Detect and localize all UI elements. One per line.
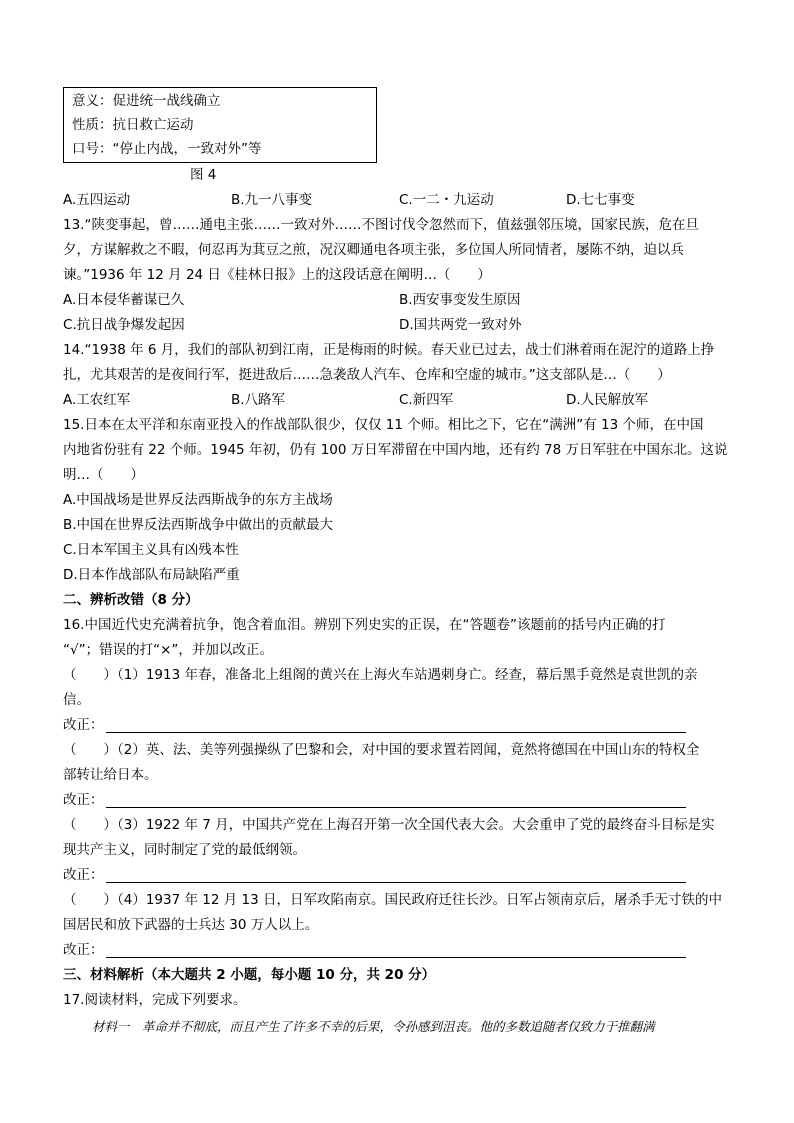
q13-option-d: D.国共两党一致对外 (399, 317, 522, 333)
q14-stem-line2: 扎，尤其艰苦的是夜间行军，挺进敌后……急袭敌人汽车、仓库和空虚的城市。”这支部队是…（ ） (63, 367, 671, 383)
q16-item2-answer-line[interactable] (106, 807, 686, 808)
q13-stem-line1: 13.“陕变事起，曾……通电主张……一致对外……不图讨伐令忽然而下，值兹强邻压境，国家民族，危在旦 (63, 217, 699, 233)
q14-stem-line1: 14.“1938 年 6 月，我们的部队初到江南，正是梅雨的时候。春天业已过去，战士们淋着雨在泥泞的道路上挣 (63, 342, 715, 358)
q12-option-d: D.七七事变 (566, 192, 635, 208)
box-line-significance: 意义：促进统一战线确立 (72, 93, 221, 109)
figure-label: 图 4 (190, 167, 217, 183)
q14-option-a: A.工农红军 (63, 392, 131, 408)
q15-stem-line2: 内地省份驻有 22 个师。1945 年初，仍有 100 万日军滞留在中国内地，还有约 78 万日军驻在中国东北。这说 (63, 442, 728, 458)
q14-option-c: C.新四军 (399, 392, 454, 408)
q15-stem-line3: 明…（ ） (63, 467, 144, 483)
q16-item3-line1: （ ）（3）1922 年 7 月，中国共产党在上海召开第一次全国代表大会。大会重申了党的最终奋斗目标是实 (63, 817, 715, 833)
q16-stem-line2: “√”；错误的打“×”，并加以改正。 (63, 642, 273, 658)
q15-option-a: A.中国战场是世界反法西斯战争的东方主战场 (63, 492, 333, 508)
q15-option-b: B.中国在世界反法西斯战争中做出的贡献最大 (63, 517, 334, 533)
q16-item1-answer-line[interactable] (106, 732, 686, 733)
q16-item4-line1: （ ）（4）1937 年 12 月 13 日，日军攻陷南京。国民政府迁往长沙。日军占领南京后，屠杀手无寸铁的中 (63, 892, 723, 908)
q13-option-a: A.日本侵华蓄谋已久 (63, 292, 185, 308)
q17-material-1: 材料一 革命并不彻底，而且产生了许多不幸的后果，令孙感到沮丧。他的多数追随者仅致力于推翻满 (92, 1019, 655, 1034)
q16-item3-line2: 现共产主义，同时制定了党的最低纲领。 (63, 842, 306, 858)
q14-option-d: D.人民解放军 (566, 392, 649, 408)
q13-option-c: C.抗日战争爆发起因 (63, 317, 185, 333)
q15-option-d: D.日本作战部队布局缺陷严重 (63, 567, 240, 583)
q16-stem-line1: 16.中国近代史充满着抗争，饱含着血泪。辨别下列史实的正误，在“答题卷”该题前的括号内正确的打 (63, 617, 666, 633)
q16-item4-fix-label: 改正： (63, 942, 104, 958)
figure-4-box (63, 87, 377, 163)
q16-item2-line1: （ ）（2）英、法、美等列强操纵了巴黎和会，对中国的要求置若罔闻，竟然将德国在中国山东的特权全 (63, 742, 700, 758)
q13-stem-line2: 夕，方谋解救之不暇，何忍再为萁豆之煎，况汉卿通电各项主张，多位国人所同情者，屡陈不纳，迫以兵 (63, 242, 684, 258)
q13-stem-line3: 谏。”1936 年 12 月 24 日《桂林日报》上的这段话意在阐明…（ ） (63, 267, 491, 283)
q14-option-b: B.八路军 (231, 392, 286, 408)
q16-item4-line2: 国居民和放下武器的士兵达 30 万人以上。 (63, 917, 319, 933)
section-3-heading: 三、材料解析（本大题共 2 小题，每小题 10 分，共 20 分） (63, 967, 436, 983)
q16-item1-fix-label: 改正： (63, 717, 104, 733)
q16-item1-line2: 信。 (63, 692, 90, 708)
box-line-nature: 性质：抗日救亡运动 (72, 117, 194, 133)
q16-item4-answer-line[interactable] (106, 957, 686, 958)
box-line-slogan: 口号：“停止内战，一致对外”等 (72, 141, 262, 157)
q12-option-b: B.九一八事变 (231, 192, 313, 208)
q16-item3-fix-label: 改正： (63, 867, 104, 883)
q15-option-c: C.日本军国主义具有凶残本性 (63, 542, 239, 558)
q12-option-a: A.五四运动 (63, 192, 131, 208)
q16-item1-line1: （ ）（1）1913 年春，准备北上组阁的黄兴在上海火车站遇刺身亡。经查，幕后黑手竟然是袁世凯的亲 (63, 667, 698, 683)
q16-item2-fix-label: 改正： (63, 792, 104, 808)
q16-item2-line2: 部转让给日本。 (63, 767, 158, 783)
q15-stem-line1: 15.日本在太平洋和东南亚投入的作战部队很少，仅仅 11 个师。相比之下，它在“满洲”有 13 个师，在中国 (63, 417, 704, 433)
q16-item3-answer-line[interactable] (106, 882, 686, 883)
q17-stem: 17.阅读材料，完成下列要求。 (63, 992, 247, 1008)
q12-option-c: C.一二・九运动 (399, 192, 494, 208)
q13-option-b: B.西安事变发生原因 (399, 292, 521, 308)
section-2-heading: 二、辨析改错（8 分） (63, 592, 199, 608)
